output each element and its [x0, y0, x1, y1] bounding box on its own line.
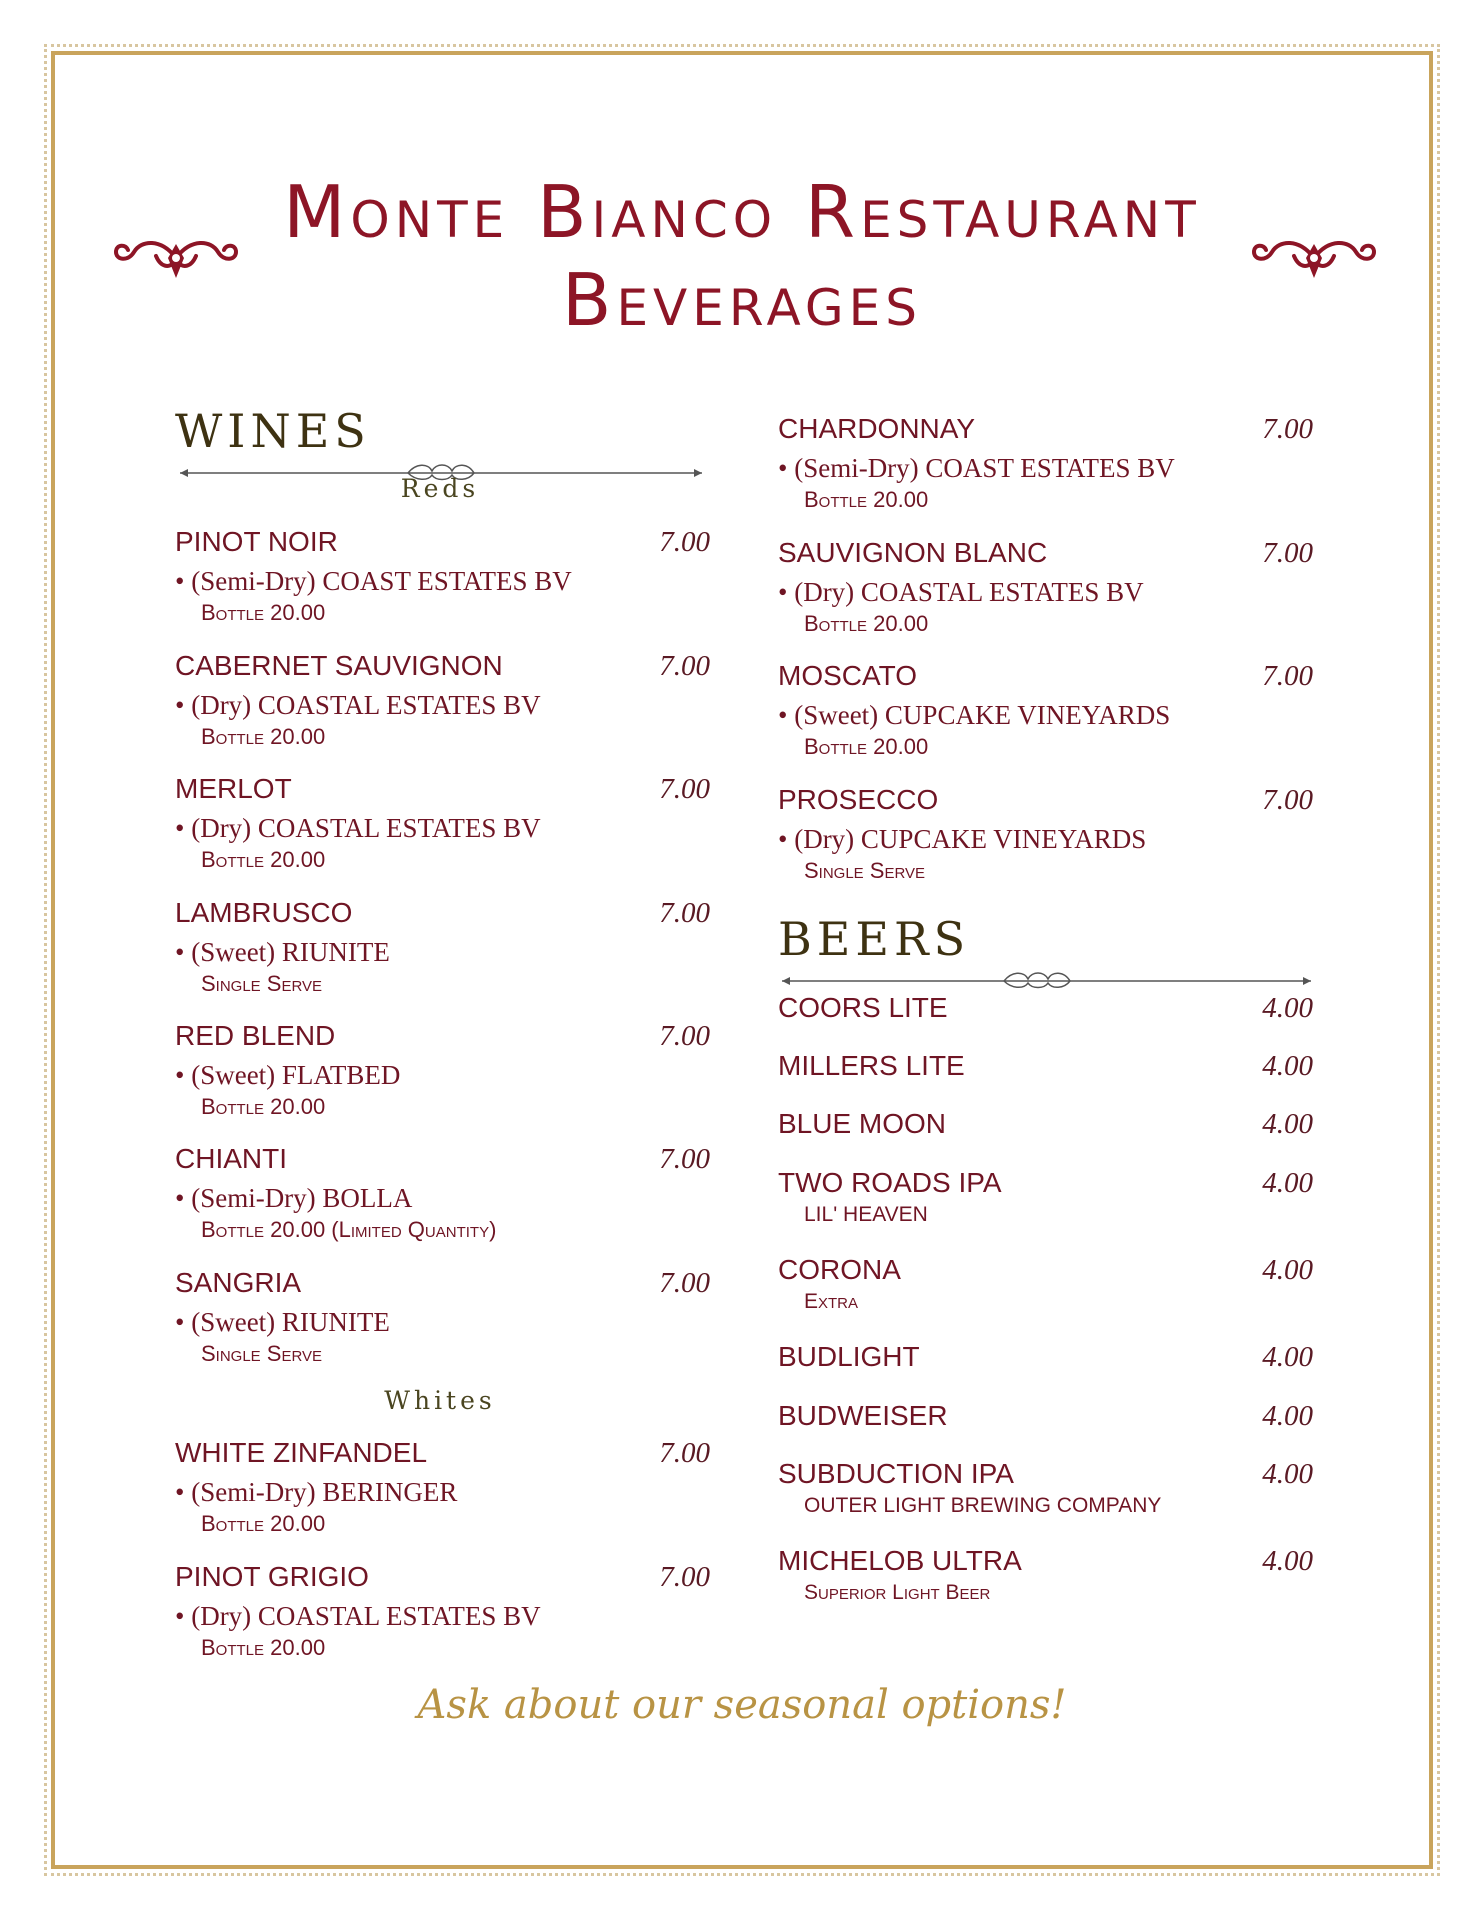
item-name: SANGRIA: [175, 1267, 302, 1298]
item-description: • (Semi-Dry) COAST ESTATES BV: [175, 566, 572, 596]
beer-item-budweiser: [778, 1400, 1313, 1440]
item-name: MICHELOB ULTRA: [778, 1545, 1022, 1576]
beers-heading: BEERS: [778, 912, 971, 966]
beer-item-two-roads-ipa: [778, 1167, 1313, 1237]
item-name: BUDLIGHT: [778, 1341, 920, 1372]
item-name: CHARDONNAY: [778, 413, 976, 444]
item-bottle-price: Bottle 20.00: [201, 600, 326, 625]
item-name: PROSECCO: [778, 784, 939, 815]
flourish-ornament-right-icon: [1244, 228, 1384, 284]
item-bottle-price: Bottle 20.00: [201, 1635, 326, 1660]
item-name: MOSCATO: [778, 660, 917, 691]
item-name: BLUE MOON: [778, 1108, 947, 1139]
item-price: 4.00: [1262, 1254, 1313, 1286]
wine-item-red-blend: [175, 1020, 710, 1130]
item-price: 4.00: [1262, 1167, 1313, 1199]
beer-item-millers-lite: [778, 1050, 1313, 1090]
item-price: 7.00: [1262, 660, 1313, 692]
item-bottle-price: Bottle 20.00: [804, 487, 929, 512]
item-description: • (Sweet) FLATBED: [175, 1060, 401, 1090]
beer-item-corona: [778, 1254, 1313, 1324]
item-subtitle: Superior Light Beer: [804, 1581, 991, 1604]
beer-item-budlight: [778, 1341, 1313, 1381]
item-price: 7.00: [659, 650, 710, 682]
item-name: SAUVIGNON BLANC: [778, 537, 1048, 568]
item-price: 4.00: [1262, 992, 1313, 1024]
item-price: 7.00: [1262, 784, 1313, 816]
item-description: • (Dry) CUPCAKE VINEYARDS: [778, 824, 1147, 854]
item-price: 7.00: [659, 1020, 710, 1052]
item-price: 7.00: [659, 1561, 710, 1593]
item-description: • (Semi-Dry) BOLLA: [175, 1183, 413, 1213]
item-price: 7.00: [659, 1437, 710, 1469]
item-bottle-price: Bottle 20.00: [201, 1511, 326, 1536]
wine-item-sauvignon-blanc: [778, 537, 1313, 647]
item-name: RED BLEND: [175, 1020, 336, 1051]
item-description: • (Semi-Dry) COAST ESTATES BV: [778, 453, 1175, 483]
wine-item-lambrusco: [175, 897, 710, 1007]
item-description: • (Semi-Dry) BERINGER: [175, 1477, 458, 1507]
item-price: 7.00: [659, 897, 710, 929]
item-name: MILLERS LITE: [778, 1050, 965, 1081]
item-bottle-price: Bottle 20.00: [201, 724, 326, 749]
item-bottle-price: Single Serve: [201, 971, 323, 996]
item-bottle-price: Bottle 20.00 (Limited Quantity): [201, 1217, 497, 1242]
beer-item-michelob-ultra: [778, 1545, 1313, 1615]
item-price: 4.00: [1262, 1400, 1313, 1432]
item-description: • (Dry) COASTAL ESTATES BV: [778, 577, 1144, 607]
item-bottle-price: Bottle 20.00: [804, 734, 929, 759]
wine-item-chianti: [175, 1143, 710, 1253]
item-subtitle: LIL' HEAVEN: [804, 1203, 928, 1226]
wines-heading: WINES: [175, 404, 371, 458]
wine-item-pinot-noir: [175, 526, 710, 636]
item-name: BUDWEISER: [778, 1400, 948, 1431]
wine-item-chardonnay: [778, 413, 1313, 523]
item-bottle-price: Single Serve: [201, 1341, 323, 1366]
item-subtitle: Extra: [804, 1290, 859, 1313]
item-description: • (Sweet) RIUNITE: [175, 937, 390, 967]
item-description: • (Dry) COASTAL ESTATES BV: [175, 690, 541, 720]
item-price: 4.00: [1262, 1458, 1313, 1490]
item-name: CABERNET SAUVIGNON: [175, 650, 503, 681]
item-name: LAMBRUSCO: [175, 897, 353, 928]
item-price: 7.00: [659, 1267, 710, 1299]
item-bottle-price: Bottle 20.00: [804, 611, 929, 636]
wine-item-prosecco: [778, 784, 1313, 894]
wine-item-white-zinfandel: [175, 1437, 710, 1547]
item-description: • (Dry) COASTAL ESTATES BV: [175, 1601, 541, 1631]
item-description: • (Dry) COASTAL ESTATES BV: [175, 813, 541, 843]
wine-item-pinot-grigio: [175, 1561, 710, 1671]
item-name: COORS LITE: [778, 992, 948, 1023]
seasonal-options-note: Ask about our seasonal options!: [417, 1682, 1067, 1728]
wine-item-merlot: [175, 773, 710, 883]
item-name: SUBDUCTION IPA: [778, 1458, 1014, 1489]
item-price: 4.00: [1262, 1108, 1313, 1140]
item-price: 4.00: [1262, 1050, 1313, 1082]
flourish-ornament-left-icon: [106, 228, 246, 284]
item-name: TWO ROADS IPA: [778, 1167, 1002, 1198]
beer-item-subduction-ipa: [778, 1458, 1313, 1528]
item-name: WHITE ZINFANDEL: [175, 1437, 428, 1468]
item-name: PINOT NOIR: [175, 526, 338, 557]
item-name: MERLOT: [175, 773, 292, 804]
item-price: 7.00: [659, 526, 710, 558]
item-description: • (Sweet) RIUNITE: [175, 1307, 390, 1337]
wine-item-sangria: [175, 1267, 710, 1377]
item-price: 7.00: [1262, 413, 1313, 445]
wine-item-cabernet-sauvignon: [175, 650, 710, 760]
item-description: • (Sweet) CUPCAKE VINEYARDS: [778, 700, 1171, 730]
item-subtitle: OUTER LIGHT BREWING COMPANY: [804, 1494, 1162, 1517]
item-bottle-price: Bottle 20.00: [201, 847, 326, 872]
item-price: 7.00: [1262, 537, 1313, 569]
item-name: CORONA: [778, 1254, 901, 1285]
item-name: PINOT GRIGIO: [175, 1561, 369, 1592]
wine-item-moscato: [778, 660, 1313, 770]
beer-item-coors-lite: [778, 992, 1313, 1032]
page-title-line-1: Monte Bianco Restaurant: [283, 170, 1201, 254]
item-price: 7.00: [659, 773, 710, 805]
item-name: CHIANTI: [175, 1143, 287, 1174]
item-price: 7.00: [659, 1143, 710, 1175]
beer-item-blue-moon: [778, 1108, 1313, 1148]
item-price: 4.00: [1262, 1341, 1313, 1373]
item-price: 4.00: [1262, 1545, 1313, 1577]
reds-subheading: Reds: [400, 474, 480, 503]
item-bottle-price: Single Serve: [804, 858, 926, 883]
item-bottle-price: Bottle 20.00: [201, 1094, 326, 1119]
page-title-line-2: Beverages: [562, 258, 922, 342]
whites-subheading: Whites: [384, 1386, 496, 1415]
